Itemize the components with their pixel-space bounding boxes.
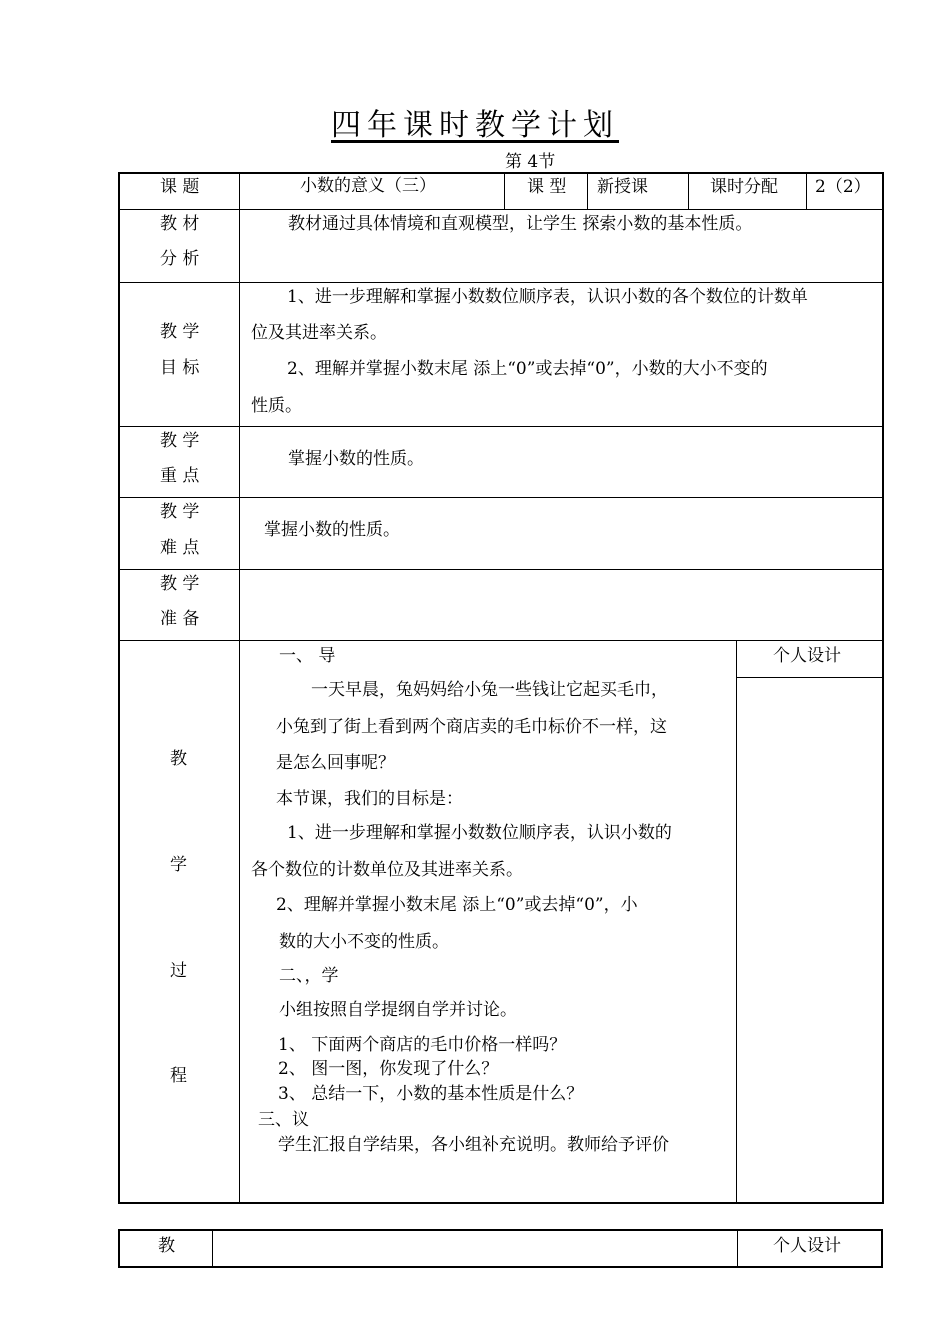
process-line: 是怎么回事呢？	[276, 753, 395, 773]
process-line: 学生汇报自学结果，各小组补充说明。教师给予评价	[278, 1135, 669, 1155]
key-points-label-line2: 重 点	[160, 466, 200, 486]
process-line: 1、 下面两个商店的毛巾价格一样吗？	[278, 1035, 567, 1055]
process-line: 三、议	[258, 1110, 309, 1130]
process-line: 数的大小不变的性质。	[279, 932, 449, 952]
material-label-line2: 分 析	[160, 249, 200, 269]
process-line: 3、 总结一下，小数的基本性质是什么？	[278, 1084, 584, 1104]
topic-value: 小数的意义（三）	[300, 176, 436, 196]
lesson-type-value: 新授课	[597, 177, 648, 197]
process-line: 一天早晨，兔妈妈给小兔一些钱让它起买毛巾，	[311, 680, 668, 700]
goal-line-1: 1、进一步理解和掌握小数数位顺序表，认识小数的各个数位的计数单	[287, 287, 808, 307]
process-line: 小兔到了街上看到两个商店卖的毛巾标价不一样，这	[276, 717, 667, 737]
process-label-jiao: 教	[170, 749, 187, 769]
document-title: 四年课时教学计划	[331, 108, 619, 143]
personal-design-heading: 个人设计	[773, 646, 841, 666]
period-allocation-label: 课时分配	[710, 177, 778, 197]
goal-line-2: 位及其进率关系。	[251, 323, 387, 343]
goals-label-line1: 教 学	[160, 322, 200, 342]
topic-label: 课 题	[160, 177, 200, 197]
material-label-line1: 教 材	[160, 214, 200, 234]
process-label-xue: 学	[170, 855, 187, 875]
preparation-label-line2: 准 备	[160, 609, 200, 629]
key-points-text: 掌握小数的性质。	[288, 449, 424, 469]
process-line: 二、，学	[279, 966, 339, 986]
continuation-label: 教	[158, 1236, 175, 1256]
goals-label-line2: 目 标	[160, 358, 200, 378]
difficulties-label-line1: 教 学	[160, 502, 200, 522]
lesson-type-label: 课 型	[527, 177, 567, 197]
difficulties-label-line2: 难 点	[160, 538, 200, 558]
key-points-label-line1: 教 学	[160, 431, 200, 451]
goal-line-3: 2、理解并掌握小数末尾 添上“0”或去掉“0”，小数的大小不变的	[287, 359, 768, 379]
process-line: 各个数位的计数单位及其进率关系。	[251, 860, 523, 880]
material-analysis-text: 教材通过具体情境和直观模型，让学生 探索小数的基本性质。	[288, 214, 753, 234]
process-line: 1、进一步理解和掌握小数数位顺序表，认识小数的	[287, 823, 672, 843]
difficulties-text: 掌握小数的性质。	[264, 520, 400, 540]
lesson-number: 第 4节	[505, 152, 556, 172]
preparation-label-line1: 教 学	[160, 574, 200, 594]
continuation-personal-design: 个人设计	[773, 1236, 841, 1256]
process-line: 本节课，我们的目标是：	[276, 789, 463, 809]
period-allocation-value: 2（2）	[815, 177, 871, 197]
process-line: 2、 图一图，你发现了什么？	[278, 1059, 499, 1079]
process-line: 2、理解并掌握小数末尾 添上“0”或去掉“0”，小	[276, 895, 638, 915]
goal-line-4: 性质。	[251, 396, 302, 416]
process-label-cheng: 程	[170, 1066, 187, 1086]
process-label-guo: 过	[170, 961, 187, 981]
process-line: 小组按照自学提纲自学并讨论。	[279, 1000, 517, 1020]
process-line: 一、 导	[279, 646, 336, 666]
